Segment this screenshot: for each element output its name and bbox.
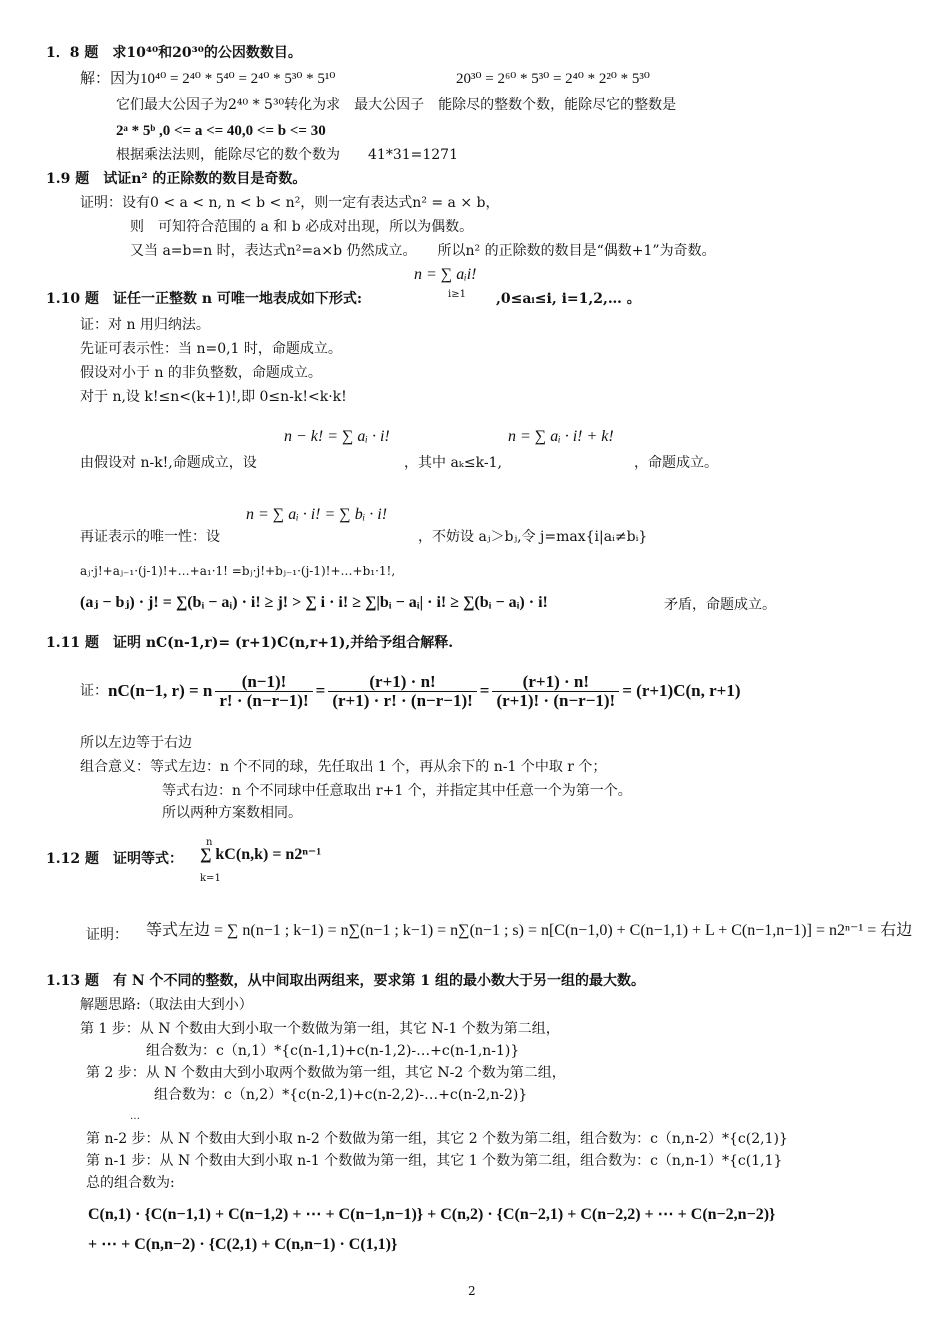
problem-1-10-line-5c: ，命题成立。 (634, 455, 718, 471)
problem-1-8-line-2: 它们最大公因子为2⁴⁰ * 5³⁰转化为求 最大公因子 能除尽的整数个数，能除尽它的整数是 (116, 97, 677, 113)
problem-1-11-line-1: 所以左边等于右边 (80, 735, 192, 751)
problem-1-12-proof-eq: 等式左边 = ∑ n(n−1 ; k−1) = n∑(n−1 ; k−1) = n∑(n−1 ; s) = n[C(n−1,0) + C(n−1,1) + L + C(n−1,n−1)] = n2ⁿ⁻¹ = 右边 (146, 922, 913, 939)
problem-1-9-line-1: 证明：设有0 < a < n, n < b < n²，则一定有表达式n² = a × b， (80, 195, 500, 211)
problem-1-13-line-4: 第 2 步：从 N 个数由大到小取两个数做为第一组，其它 N-2 个数为第二组， (86, 1065, 566, 1081)
problem-1-10-line-8b: 矛盾，命题成立。 (664, 597, 776, 613)
problem-1-10-line-6a: 再证表示的唯一性：设 (80, 529, 220, 545)
problem-1-10-line-4: 对于 n,设 k!≤n<(k+1)!,即 0≤n-k!<k·k! (80, 389, 347, 405)
problem-1-13-line-8: 第 n-1 步：从 N 个数由大到小取 n-1 个数做为第一组，其它 1 个数为第二组，组合数为：c（n,n-1）*{c(1,1} (86, 1153, 783, 1169)
problem-1-10-line-5b: ，其中 aₖ≤k-1, (404, 455, 502, 471)
problem-1-11-line-3: 等式右边：n 个不同球中任意取出 r+1 个，并指定其中任意一个为第一个。 (162, 783, 632, 799)
problem-1-13-line-9: 总的组合数为: (86, 1175, 175, 1191)
problem-1-10-line-7: aⱼ·j!+aⱼ₋₁·(j-1)!+…+a₁·1! =bⱼ·j!+bⱼ₋₁·(j-1)!+…+b₁·1!, (80, 564, 396, 578)
problem-1-10-eq-3: n = ∑ aᵢ · i! = ∑ bᵢ · i! (246, 506, 388, 523)
problem-1-8-line-1b: 20³⁰ = 2⁶⁰ * 5³⁰ = 2⁴⁰ * 2²⁰ * 5³⁰ (456, 71, 650, 87)
problem-1-10-eq-1: n − k! = ∑ aᵢ · i! (284, 428, 390, 445)
problem-1-8-line-1a: 解：因为10⁴⁰ = 2⁴⁰ * 5⁴⁰ = 2⁴⁰ * 5³⁰ * 5¹⁰ (80, 71, 336, 87)
problem-1-13-line-5: 组合数为：c（n,2）*{c(n-2,1)+c(n-2,2)-…+c(n-2,n-2)} (154, 1087, 528, 1103)
problem-1-13-line-2: 第 1 步：从 N 个数由大到小取一个数做为第一组，其它 N-1 个数为第二组， (80, 1021, 560, 1037)
problem-1-12-sum-sub: k=1 (200, 873, 221, 884)
fraction-1-den: r! · (n−r−1)! (219, 690, 309, 710)
problem-1-11-line-4: 所以两种方案数相同。 (162, 805, 302, 821)
problem-1-12-title: 1.12 题 证明等式： (46, 851, 183, 867)
problem-1-13-line-6: … (130, 1111, 140, 1122)
problem-1-9-line-2: 则 可知符合范围的 a 和 b 必成对出现，所以为偶数。 (130, 219, 474, 235)
problem-1-8-line-4: 根据乘法法则，能除尽它的数个数为 41*31=1271 (116, 147, 458, 163)
problem-1-13-eq-1: C(n,1) · {C(n−1,1) + C(n−1,2) + ⋯ + C(n−1,n−1)} + C(n,2) · {C(n−2,1) + C(n−2,2) + ⋯ + C(n−2,n−2)} (88, 1206, 776, 1223)
fraction-1 (215, 673, 312, 710)
problem-1-10-line-8: (aⱼ − bⱼ) · j! = ∑(bᵢ − aᵢ) · i! ≥ j! > ∑ i · i! ≥ ∑|bᵢ − aᵢ| · i! ≥ ∑(bᵢ − aᵢ) · i! (80, 594, 548, 611)
problem-1-13-eq-2: + ⋯ + C(n,n−2) · {C(2,1) + C(n,n−1) · C(1,1)} (88, 1236, 398, 1253)
problem-1-12-sum-sup: n (206, 837, 213, 848)
fraction-2 (328, 673, 476, 710)
problem-1-11-title: 1.11 题 证明 nC(n-1,r)= (r+1)C(n,r+1),并给予组合解释. (46, 635, 454, 651)
eq-lhs: nC(n−1, r) = n (108, 681, 213, 700)
problem-1-10-title: 1.10 题 证任一正整数 n 可唯一地表成如下形式: (46, 291, 363, 307)
problem-1-10-eq-2: n = ∑ aᵢ · i! + k! (508, 428, 614, 445)
page-number: 2 (468, 1284, 476, 1298)
fraction-2-den: (r+1) · r! · (n−r−1)! (332, 690, 473, 710)
problem-1-13-line-1: 解题思路:（取法由大到小） (80, 997, 253, 1013)
fraction-3-num: (r+1) · n! (492, 673, 619, 692)
problem-1-12-title-eq: ∑ kC(n,k) = n2ⁿ⁻¹ (200, 846, 322, 863)
problem-1-13-line-3: 组合数为：c（n,1）*{c(n-1,1)+c(n-1,2)-…+c(n-1,n-1)} (146, 1043, 520, 1059)
problem-1-8-title: 1．8 题 求10⁴⁰和20³⁰的公因数数目。 (46, 45, 302, 61)
problem-1-9-line-3: 又当 a=b=n 时，表达式n²=a×b 仍然成立。 所以n² 的正除数的数目是“偶数+1”为奇数。 (130, 243, 716, 259)
fraction-2-num: (r+1) · n! (328, 673, 476, 692)
problem-1-10-line-1: 证：对 n 用归纳法。 (80, 317, 210, 333)
problem-1-8-line-3: 2ᵃ * 5ᵇ ,0 <= a <= 40,0 <= b <= 30 (116, 123, 326, 139)
eq-prefix: 证： (80, 683, 108, 699)
problem-1-12-proof-label: 证明： (86, 927, 128, 943)
problem-1-13-title: 1.13 题 有 N 个不同的整数，从中间取出两组来，要求第 1 组的最小数大于另一组的最大数。 (46, 973, 646, 989)
fraction-3 (492, 673, 619, 710)
problem-1-10-line-5a: 由假设对 n-k!,命题成立，设 (80, 455, 257, 471)
fraction-1-num: (n−1)! (215, 673, 312, 692)
problem-1-13-line-7: 第 n-2 步：从 N 个数由大到小取 n-2 个数做为第一组，其它 2 个数为第二组，组合数为：c（n,n-2）*{c(2,1)} (86, 1131, 788, 1147)
problem-1-11-equation: 证： nC(n−1, r) = n $\frac{(n-1)!}{r! \cdot (n-r-1)!}$ = $\frac{(r+1) \cdot n!}{(r+1) \cdot r! \cdot (n-r-1)!}$ = $\frac{(r+1) \cdot n!}{(r+1)! \cdot (n-r-1)!}$ = (r+1)C(n, r+1) (80, 671, 741, 710)
fraction-3-den: (r+1)! · (n−r−1)! (496, 690, 616, 710)
problem-1-11-line-2: 组合意义：等式左边：n 个不同的球，先任取出 1 个，再从余下的 n-1 个中取 r 个； (80, 759, 607, 775)
problem-1-10-line-3: 假设对小于 n 的非负整数，命题成立。 (80, 365, 322, 381)
problem-1-10-title-tail: ,0≤aᵢ≤i, i=1,2,… 。 (496, 291, 641, 307)
problem-1-10-line-2: 先证可表示性：当 n=0,1 时，命题成立。 (80, 341, 342, 357)
eq-rhs: = (r+1)C(n, r+1) (622, 681, 741, 700)
problem-1-9-title: 1.9 题 试证n² 的正除数的数目是奇数。 (46, 171, 307, 187)
problem-1-10-formula-sub: i≥1 (448, 289, 466, 300)
problem-1-10-formula: n = ∑ aᵢi! (414, 266, 477, 283)
problem-1-10-line-6b: ，不妨设 aⱼ＞bⱼ,令 j=max{i|aᵢ≠bᵢ} (418, 529, 648, 545)
